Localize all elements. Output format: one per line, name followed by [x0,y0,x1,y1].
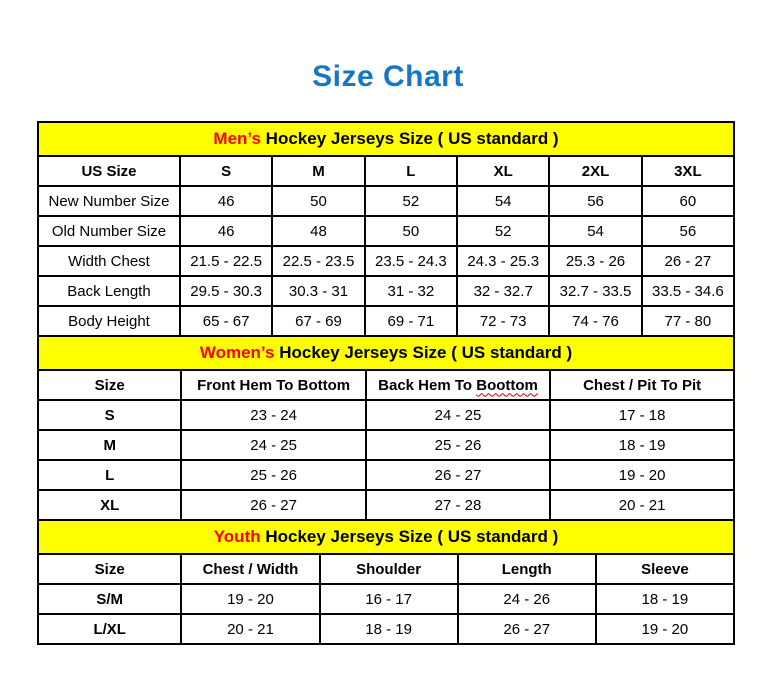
size-value: 32 - 32.7 [457,276,549,306]
womens-section-title: Hockey Jerseys Size ( US standard ) [274,343,573,362]
size-value: 21.5 - 22.5 [180,246,272,276]
mens-section-band [37,121,735,157]
column-header: Size [38,370,181,400]
size-value: 50 [365,216,457,246]
size-value: 69 - 71 [365,306,457,336]
row-label: L [38,460,181,490]
table-row [38,276,734,306]
column-header: S [180,156,272,186]
size-value: 17 - 18 [550,400,734,430]
column-header: 2XL [549,156,641,186]
size-value: 26 - 27 [181,490,365,520]
size-value: 60 [642,186,734,216]
size-value: 65 - 67 [180,306,272,336]
size-value: 25 - 26 [181,460,365,490]
header-text: Back Hem To [378,376,477,394]
size-value: 19 - 20 [550,460,734,490]
size-value: 54 [549,216,641,246]
size-value: 50 [272,186,364,216]
row-label: S/M [38,584,181,614]
size-value: 26 - 27 [642,246,734,276]
row-label: Old Number Size [38,216,180,246]
youth-section-title: Hockey Jerseys Size ( US standard ) [260,527,559,546]
size-value: 25.3 - 26 [549,246,641,276]
size-value: 24 - 26 [458,584,596,614]
column-header: Chest / Width [181,554,319,584]
table-row [38,400,734,430]
womens-size-table [37,369,735,521]
size-value: 19 - 20 [181,584,319,614]
size-value: 46 [180,216,272,246]
size-chart-tables [37,121,735,645]
size-value: 30.3 - 31 [272,276,364,306]
youth-section-band [37,519,735,555]
size-value: 29.5 - 30.3 [180,276,272,306]
size-value: 54 [457,186,549,216]
size-value: 52 [365,186,457,216]
column-header-with-typo [366,370,550,400]
column-header: Chest / Pit To Pit [550,370,734,400]
size-value: 48 [272,216,364,246]
column-header: Sleeve [596,554,734,584]
size-value: 27 - 28 [366,490,550,520]
size-value: 52 [457,216,549,246]
table-row [38,306,734,336]
misspelled-word: Boottom [476,376,538,394]
size-value: 18 - 19 [550,430,734,460]
size-value: 56 [549,186,641,216]
column-header: Size [38,554,181,584]
size-value: 32.7 - 33.5 [549,276,641,306]
size-value: 67 - 69 [272,306,364,336]
size-value: 26 - 27 [458,614,596,644]
row-label: L/XL [38,614,181,644]
size-value: 26 - 27 [366,460,550,490]
youth-size-table [37,553,735,645]
size-value: 56 [642,216,734,246]
youth-header-row [38,554,734,584]
table-row [38,490,734,520]
size-value: 25 - 26 [366,430,550,460]
column-header: L [365,156,457,186]
size-value: 22.5 - 23.5 [272,246,364,276]
row-label: New Number Size [38,186,180,216]
table-row [38,246,734,276]
size-value: 19 - 20 [596,614,734,644]
column-header: US Size [38,156,180,186]
table-row [38,584,734,614]
mens-header-row [38,156,734,186]
size-value: 18 - 19 [596,584,734,614]
size-value: 31 - 32 [365,276,457,306]
size-value: 77 - 80 [642,306,734,336]
mens-section-highlight: Men’s [213,129,261,148]
mens-section-title: Hockey Jerseys Size ( US standard ) [260,129,559,148]
row-label: Back Length [38,276,180,306]
womens-header-row [38,370,734,400]
row-label: XL [38,490,181,520]
table-row [38,460,734,490]
page-title: Size Chart [312,60,464,93]
size-value: 24 - 25 [366,400,550,430]
table-row [38,186,734,216]
youth-section-highlight: Youth [213,527,261,546]
column-header: 3XL [642,156,734,186]
column-header: M [272,156,364,186]
size-value: 72 - 73 [457,306,549,336]
column-header: Shoulder [320,554,458,584]
womens-section-band [37,335,735,371]
size-value: 46 [180,186,272,216]
size-value: 24.3 - 25.3 [457,246,549,276]
row-label: Body Height [38,306,180,336]
table-row [38,614,734,644]
column-header: XL [457,156,549,186]
size-value: 16 - 17 [320,584,458,614]
size-value: 20 - 21 [181,614,319,644]
row-label: S [38,400,181,430]
table-row [38,216,734,246]
table-row [38,430,734,460]
size-value: 24 - 25 [181,430,365,460]
size-value: 23.5 - 24.3 [365,246,457,276]
row-label: Width Chest [38,246,180,276]
womens-section-highlight: Women’s [199,343,275,362]
size-value: 74 - 76 [549,306,641,336]
size-value: 33.5 - 34.6 [642,276,734,306]
row-label: M [38,430,181,460]
column-header: Front Hem To Bottom [181,370,365,400]
mens-size-table [37,155,735,337]
size-value: 23 - 24 [181,400,365,430]
column-header: Length [458,554,596,584]
size-value: 20 - 21 [550,490,734,520]
size-value: 18 - 19 [320,614,458,644]
